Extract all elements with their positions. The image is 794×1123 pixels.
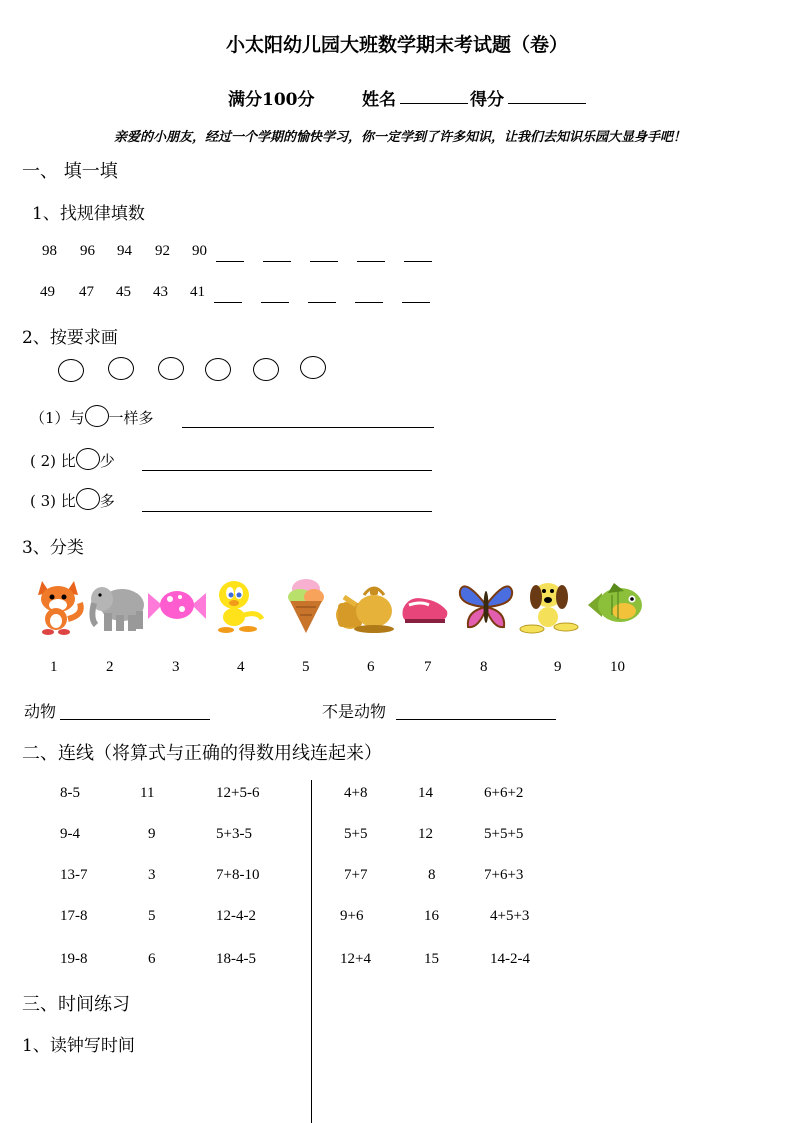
circle-shape <box>253 358 279 381</box>
expression[interactable]: 9+6 <box>340 908 364 924</box>
answer-blank[interactable] <box>404 261 432 262</box>
answer-number[interactable]: 11 <box>140 785 155 801</box>
draw-item-3 <box>30 488 115 511</box>
sequence-number: 43 <box>153 284 168 300</box>
sequence-number: 94 <box>117 243 132 259</box>
icecream-icon <box>282 575 330 635</box>
picture-number: 9 <box>554 659 562 675</box>
expression[interactable]: 7+8-10 <box>216 867 260 883</box>
q3-heading: 3、分类 <box>22 538 84 558</box>
butterfly-icon <box>456 575 516 635</box>
circle-shape <box>58 359 84 382</box>
circle-shape <box>108 357 134 380</box>
draw-answer-line[interactable] <box>142 511 432 512</box>
non-animal-answer-line[interactable] <box>396 719 556 720</box>
name-label: 姓名 <box>362 90 396 110</box>
circle-shape <box>158 357 184 380</box>
expression[interactable]: 8-5 <box>60 785 80 801</box>
section2-heading: 二、连线（将算式与正确的得数用线连起来） <box>22 743 382 764</box>
candy-icon <box>146 575 208 635</box>
picture-number: 5 <box>302 659 310 675</box>
picture-number: 4 <box>237 659 245 675</box>
answer-blank[interactable] <box>355 302 383 303</box>
section1-heading: 一、 填一填 <box>22 161 118 182</box>
answer-blank[interactable] <box>261 302 289 303</box>
expression[interactable]: 6+6+2 <box>484 785 524 801</box>
expression[interactable]: 17-8 <box>60 908 88 924</box>
fish-icon <box>584 575 644 635</box>
section3-q1-heading: 1、读钟写时间 <box>22 1036 135 1056</box>
circle-icon <box>76 488 100 510</box>
expression[interactable]: 4+5+3 <box>490 908 530 924</box>
draw-item-prefix: ( 3) 比 <box>30 492 76 510</box>
teapot-icon <box>334 575 398 635</box>
expression[interactable]: 4+8 <box>344 785 368 801</box>
animal-answer-line[interactable] <box>60 719 210 720</box>
full-score: 满分100分 <box>228 90 315 110</box>
q1-heading: 1、找规律填数 <box>32 204 145 224</box>
answer-blank[interactable] <box>308 302 336 303</box>
answer-blank[interactable] <box>357 261 385 262</box>
answer-blank[interactable] <box>310 261 338 262</box>
draw-answer-line[interactable] <box>182 427 434 428</box>
sequence-number: 49 <box>40 284 55 300</box>
expression[interactable]: 7+6+3 <box>484 867 524 883</box>
answer-blank[interactable] <box>263 261 291 262</box>
picture-number: 2 <box>106 659 114 675</box>
sequence-number: 45 <box>116 284 131 300</box>
answer-number[interactable]: 12 <box>418 826 433 842</box>
picture-number: 6 <box>367 659 375 675</box>
q2-heading: 2、按要求画 <box>22 328 118 348</box>
answer-number[interactable]: 14 <box>418 785 433 801</box>
picture-number: 3 <box>172 659 180 675</box>
draw-item-2 <box>30 448 115 471</box>
draw-item-prefix: （1）与 <box>30 409 85 427</box>
divider-line <box>311 780 312 1123</box>
sequence-number: 92 <box>155 243 170 259</box>
answer-number[interactable]: 16 <box>424 908 439 924</box>
sequence-number: 41 <box>190 284 205 300</box>
draw-item-suffix: 少 <box>99 452 115 470</box>
sequence-number: 98 <box>42 243 57 259</box>
expression[interactable]: 14-2-4 <box>490 951 530 967</box>
picture-number: 8 <box>480 659 488 675</box>
page-title: 小太阳幼儿园大班数学期末考试题（卷） <box>225 34 568 56</box>
picture-number: 7 <box>424 659 432 675</box>
expression[interactable]: 12+5-6 <box>216 785 260 801</box>
expression[interactable]: 7+7 <box>344 867 368 883</box>
expression[interactable]: 18-4-5 <box>216 951 256 967</box>
circle-icon <box>76 448 100 470</box>
sequence-number: 96 <box>80 243 95 259</box>
animal-label: 动物 <box>24 702 57 721</box>
answer-number[interactable]: 15 <box>424 951 439 967</box>
section3-heading: 三、时间练习 <box>22 994 130 1015</box>
circle-shape <box>205 358 231 381</box>
elephant-icon <box>88 575 148 635</box>
draw-item-suffix: 多 <box>99 492 115 510</box>
answer-number[interactable]: 5 <box>148 908 156 924</box>
intro-text: 亲爱的小朋友，经过一个学期的愉快学习，你一定学到了许多知识，让我们去知识乐园大显身手吧！ <box>113 130 686 145</box>
expression[interactable]: 19-8 <box>60 951 88 967</box>
name-blank[interactable] <box>400 103 468 104</box>
bird-icon <box>208 575 270 635</box>
non-animal-label: 不是动物 <box>322 702 387 721</box>
score-blank[interactable] <box>508 103 586 104</box>
expression[interactable]: 5+5+5 <box>484 826 524 842</box>
picture-number: 10 <box>610 659 625 675</box>
draw-answer-line[interactable] <box>142 470 432 471</box>
expression[interactable]: 5+5 <box>344 826 368 842</box>
draw-item-prefix: ( 2) 比 <box>30 452 76 470</box>
sequence-number: 90 <box>192 243 207 259</box>
sequence-number: 47 <box>79 284 94 300</box>
answer-number[interactable]: 9 <box>148 826 156 842</box>
answer-blank[interactable] <box>402 302 430 303</box>
fox-icon <box>30 575 88 635</box>
shoe-icon <box>399 575 451 635</box>
answer-number[interactable]: 6 <box>148 951 156 967</box>
answer-number[interactable]: 8 <box>428 867 436 883</box>
answer-blank[interactable] <box>216 261 244 262</box>
expression[interactable]: 9-4 <box>60 826 80 842</box>
picture-number: 1 <box>50 659 58 675</box>
expression[interactable]: 12-4-2 <box>216 908 256 924</box>
expression[interactable]: 5+3-5 <box>216 826 252 842</box>
circle-icon <box>85 405 109 427</box>
score-label: 得分 <box>470 90 504 110</box>
draw-item-suffix: 一样多 <box>108 409 154 427</box>
answer-number[interactable]: 3 <box>148 867 156 883</box>
draw-item-1 <box>30 405 154 428</box>
circle-shape <box>300 356 326 379</box>
expression[interactable]: 12+4 <box>340 951 371 967</box>
answer-blank[interactable] <box>214 302 242 303</box>
dog-icon <box>518 575 582 635</box>
expression[interactable]: 13-7 <box>60 867 88 883</box>
